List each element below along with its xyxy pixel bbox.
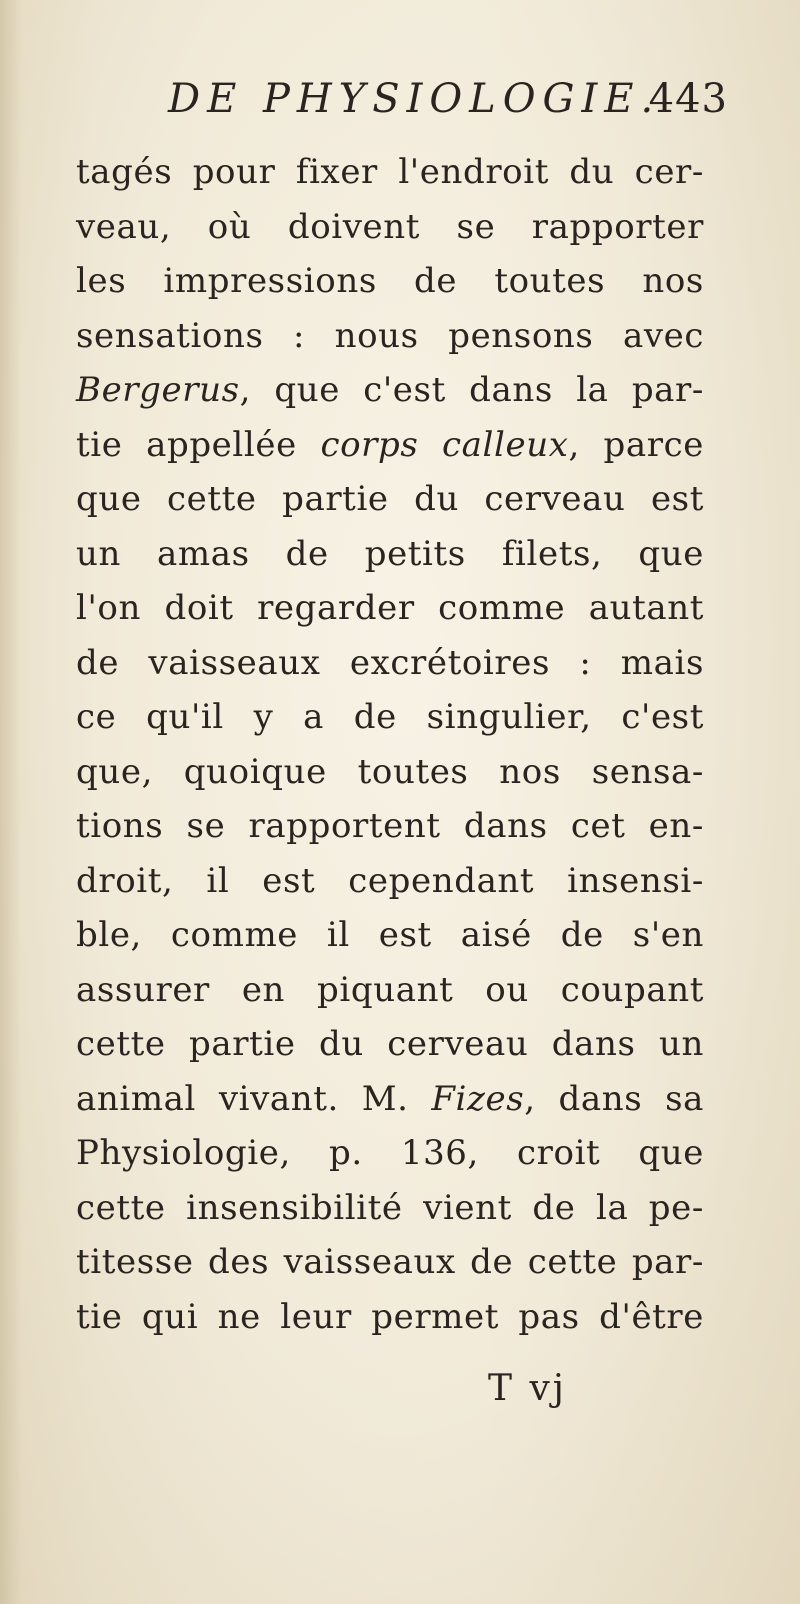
text-line: [76, 472, 704, 527]
text-line: [76, 1181, 704, 1236]
text-line-segment: tagés pour fixer l'endroit du cer-: [76, 152, 704, 192]
text-line-segment: veau, où doivent se rapporter: [76, 206, 704, 247]
text-line-segment: tie qui ne leur permet pas d'être: [76, 1296, 704, 1337]
italic-name: Bergerus: [76, 370, 240, 410]
text-line-segment: , que c'est dans la par-: [239, 370, 704, 410]
text-line-segment: , parce: [568, 424, 704, 465]
text-line-segment: l'on doit regarder comme autant: [76, 588, 704, 628]
text-line: [76, 254, 704, 309]
text-line: [76, 200, 704, 255]
text-line-segment: ce qu'il y a de singulier, c'est: [76, 697, 704, 737]
running-title: DE PHYSIOLOGIE.: [168, 76, 661, 122]
text-line: [76, 418, 704, 473]
text-line: [76, 581, 704, 636]
text-line-segment: que, quoique toutes nos sensa-: [76, 751, 704, 792]
text-line: [76, 1290, 704, 1345]
text-line-segment: un amas de petits filets, que: [76, 533, 704, 574]
italic-name: Fizes: [431, 1078, 525, 1119]
text-line: [76, 745, 704, 800]
text-line: [76, 363, 704, 418]
text-line: [76, 854, 704, 909]
text-line-segment: animal vivant. M.: [76, 1078, 432, 1119]
signature-mark: T vj: [488, 1368, 567, 1409]
text-line: [76, 690, 704, 745]
text-line: [76, 1017, 704, 1072]
text-line-segment: assurer en piquant ou coupant: [76, 969, 704, 1010]
text-line: [76, 145, 704, 200]
italic-name: corps calleux: [320, 424, 569, 465]
text-line-segment: ble, comme il est aisé de s'en: [76, 915, 704, 955]
text-line: [76, 1126, 704, 1181]
text-line-segment: Physiologie, p. 136, croit que: [76, 1133, 704, 1173]
text-line-segment: tie appellée: [76, 424, 321, 465]
text-line-segment: cette partie du cerveau dans un: [76, 1024, 704, 1064]
text-line: [76, 1072, 704, 1127]
text-line-segment: les impressions de toutes nos: [76, 261, 704, 301]
text-line: [76, 908, 704, 963]
text-line: [76, 636, 704, 691]
text-line-segment: droit, il est cependant insensi-: [76, 860, 704, 901]
text-line-segment: que cette partie du cerveau est: [76, 479, 704, 519]
text-line: [76, 527, 704, 582]
text-line: [76, 1235, 704, 1290]
text-line-segment: de vaisseaux excrétoires : mais: [76, 642, 704, 683]
page-fold-shadow: [0, 0, 22, 1604]
text-line: [76, 799, 704, 854]
running-head: [168, 72, 728, 142]
text-line-segment: tions se rapportent dans cet en-: [76, 806, 704, 846]
text-line: [76, 309, 704, 364]
text-line-segment: sensations : nous pensons avec: [76, 315, 704, 356]
text-line-segment: , dans sa: [524, 1078, 704, 1119]
text-line: [76, 963, 704, 1018]
text-line-segment: cette insensibilité vient de la pe-: [76, 1187, 704, 1228]
page-number: 443: [648, 76, 728, 122]
text-line-segment: titesse des vaisseaux de cette par-: [76, 1242, 704, 1282]
body-text: [76, 145, 704, 1344]
